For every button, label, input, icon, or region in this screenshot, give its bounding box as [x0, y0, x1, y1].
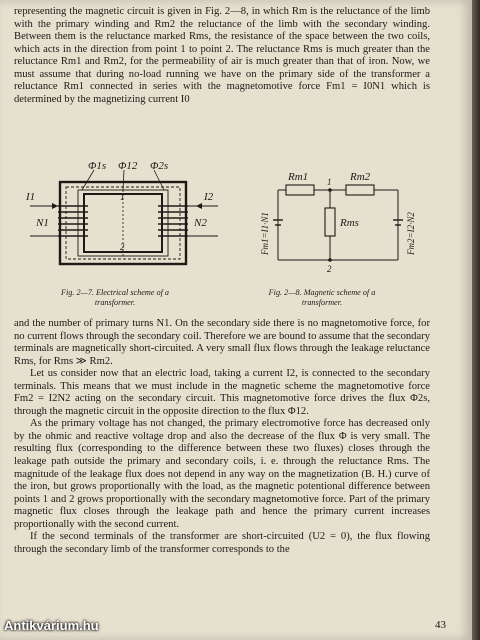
- transformer-diagram: [24, 160, 224, 285]
- fm1-label: Fm1=I1·N1: [260, 212, 270, 255]
- point-1-label: 1: [120, 192, 125, 202]
- fm2-label: Fm2=I2·N2: [406, 212, 416, 255]
- caption-fig-2-7: [60, 288, 170, 307]
- point-2-label: 2: [120, 242, 125, 252]
- paragraph-4: If the second terminals of the transformer are short-circuited (U2 = 0), the flux flowing through the secondary limb of the transformer corresponds to the: [14, 531, 430, 555]
- text-block-top: [14, 6, 430, 106]
- page-number: 43: [435, 619, 446, 631]
- page-edge: [472, 0, 480, 640]
- caption-text: Magnetic scheme of a transformer.: [301, 288, 376, 307]
- figure-magnetic-scheme: [258, 160, 418, 285]
- figure-electrical-scheme: [24, 160, 224, 285]
- caption-number: Fig. 2—8.: [268, 288, 302, 297]
- text-block-bottom: [14, 318, 430, 556]
- node-2-label: 2: [327, 264, 332, 274]
- caption-number: Fig. 2—7.: [60, 288, 94, 297]
- node-1-label: 1: [327, 177, 332, 187]
- watermark: Antikvárium.hu: [4, 618, 99, 633]
- turns-n1-label: N1: [36, 217, 49, 229]
- rms-label: Rms: [340, 217, 359, 229]
- paragraph-1: and the number of primary turns N1. On the secondary side there is no magnetomotive force, for no current flows through the secondary coil. Therefore we are bound to assume that the secondary terminals are magnetically short-circuited. A very small flux flows through the leakage reluctance Rms, for Rms ≫ Rm2.: [14, 318, 430, 367]
- caption-text: Electrical scheme of a transformer.: [94, 288, 169, 307]
- rm2-label: Rm2: [350, 171, 371, 183]
- flux-2s-label: Φ2s: [150, 160, 169, 172]
- current-i1-label: I1: [26, 191, 36, 203]
- magnetic-circuit-diagram: [258, 160, 418, 285]
- flux-1s-label: Φ1s: [88, 160, 107, 172]
- paragraph-top: representing the magnetic circuit is given in Fig. 2—8, in which Rm is the reluctance of the limb with the primary winding and Rm2 the reluctance of the limb with the secondary winding. Between them is the reluctance marked Rms, the resistance of the space between the two coils, which acts in the direction from point 1 to point 2. The reluctance Rms is much greater than the reluctance Rm1 and Rm2, for the permeability of air is much greater than that of iron. Now, we must assume that during no-load running we have on the primary side of the transformer a reluctance Rm1 connected in series with the magnetomotive force Fm1 = I0N1 which is determined by the magnetizing current I0: [14, 6, 430, 105]
- caption-fig-2-8: [262, 288, 382, 307]
- flux-12-label: Φ12: [118, 160, 138, 172]
- paragraph-3: As the primary voltage has not changed, the primary electromotive force has decreased only by the ohmic and reactive voltage drop and also the decrease of the flux Φ is very small. The resulting flux (corresponding to the difference between these two fluxes) closes through the leakage path outside the primary and secondary coils, i. e. through the reluctance Rms. The magnitude of the leakage flux does not depend in any way on the magnetization (B. H.) curve of the iron, but grows proportionally with the load, as the magnetic potentional difference between points 1 and 2 grows proportionally with the secondary magnetomotive force. Part of the primary magnetic flux closes through the leakage path and hence the primary current increases proportionally with the second current.: [14, 418, 430, 530]
- turns-n2-label: N2: [194, 217, 207, 229]
- rm1-label: Rm1: [288, 171, 309, 183]
- current-i2-label: I2: [204, 191, 214, 203]
- paragraph-2: Let us consider now that an electric load, taking a current I2, is connected to the secondary terminals. This means that we must include in the magnetic scheme the magnetomotive force Fm2 = I2N2 acting on the secondary circuit. This magnetomotive force drives the flux Φ2s, through the magnetic circuit in the opposite direction to the flux Φ12.: [14, 368, 430, 417]
